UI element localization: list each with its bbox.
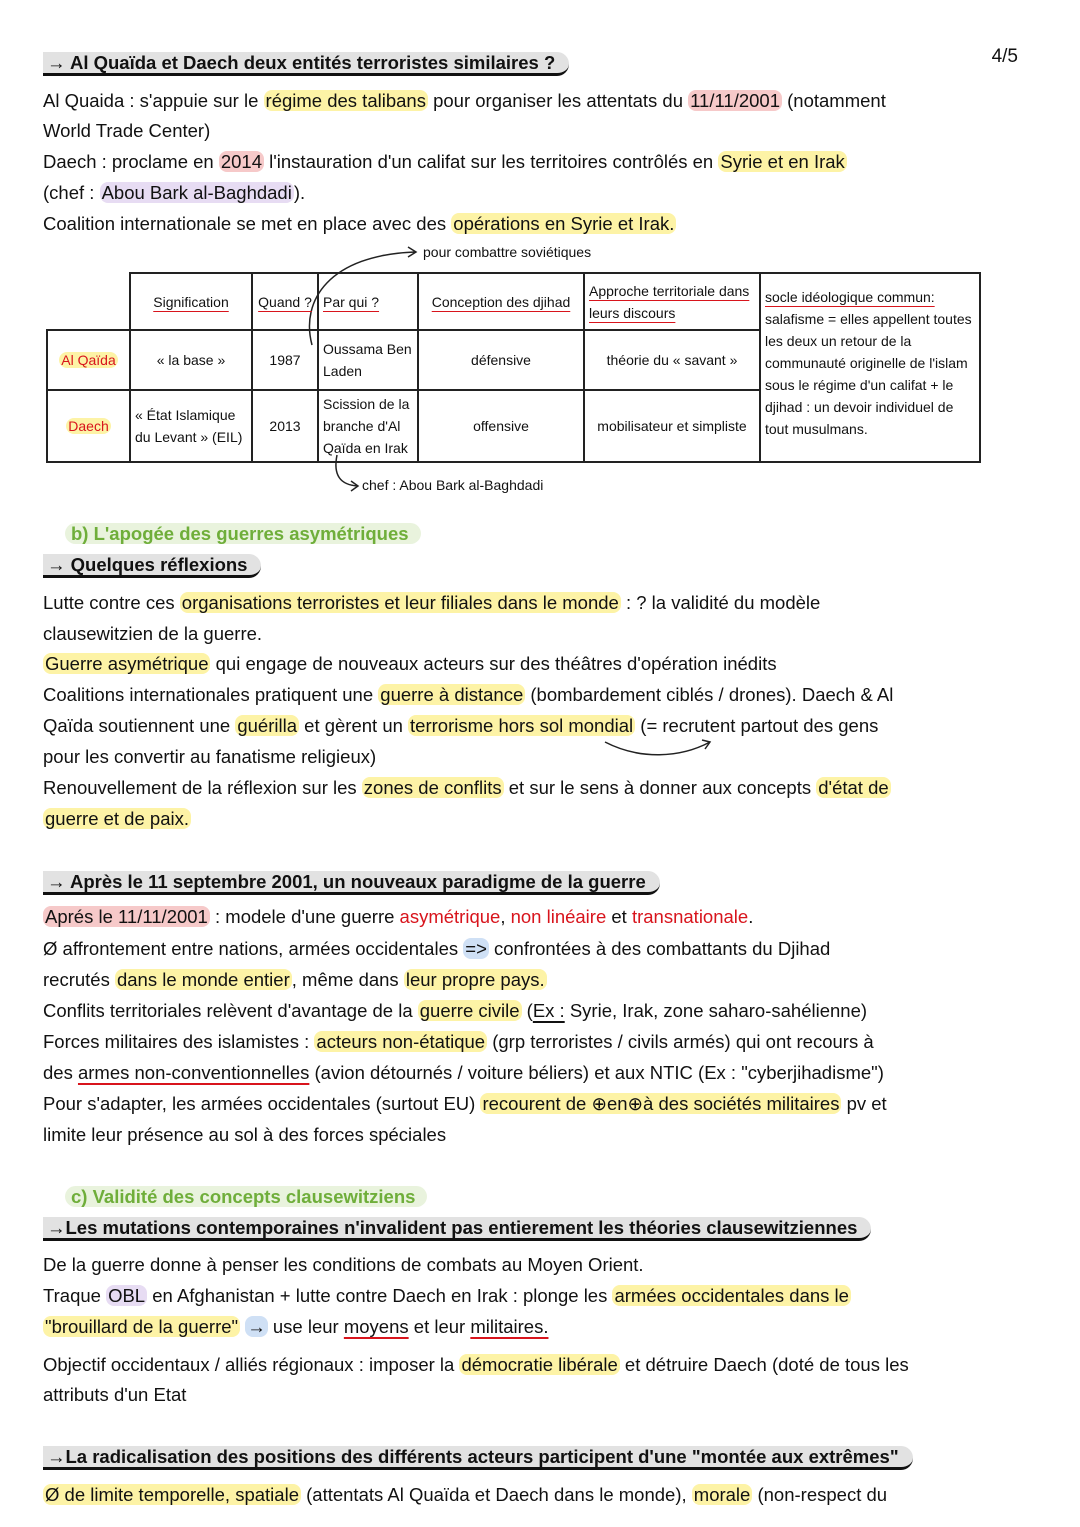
- text-segment: b) L'apogée des guerres asymétriques: [71, 523, 409, 544]
- highlighted-text: démocratie libérale: [461, 1354, 618, 1375]
- text-segment: Coalitions internationales pratiquent une: [43, 684, 379, 705]
- text-segment: (non-respect du: [752, 1484, 888, 1505]
- cell-quand: 2013: [252, 390, 318, 462]
- line-content: [43, 1031, 874, 1052]
- cell-approche: mobilisateur et simpliste: [584, 390, 760, 462]
- header-signification: Signification: [153, 293, 229, 310]
- line-content: [43, 969, 547, 990]
- text-segment: l'instauration d'un califat sur les territoires contrôlés en: [264, 151, 719, 172]
- page-number: 4/5: [991, 46, 1018, 67]
- text-line: [43, 648, 777, 679]
- line-content: [43, 1484, 887, 1505]
- text-line: [43, 964, 547, 995]
- subsection-heading: [65, 1181, 427, 1212]
- cell-par-qui: Oussama Ben Laden: [318, 330, 418, 390]
- line-content: [43, 623, 262, 644]
- row-label: Daech: [68, 418, 109, 434]
- highlighted-text: militaires.: [470, 1316, 549, 1337]
- cell-conception: offensive: [418, 390, 584, 462]
- text-segment: (: [521, 1000, 533, 1021]
- line-content: [65, 523, 421, 544]
- highlighted-text: organisations terroristes et leur filiales dans le monde: [181, 592, 619, 613]
- highlighted-text: régime des talibans: [265, 90, 426, 111]
- text-line: [43, 1479, 887, 1510]
- section-heading: [43, 549, 261, 580]
- text-line: [43, 177, 305, 208]
- line-content: [43, 120, 210, 141]
- line-content: [43, 715, 878, 736]
- text-segment: Coalition internationale se met en place avec des: [43, 213, 452, 234]
- text-segment: Daech : proclame en: [43, 151, 219, 172]
- highlighted-text: armées occidentales dans le: [614, 1285, 849, 1306]
- text-segment: (= recrutent partout des gens: [635, 715, 879, 736]
- text-line: [43, 85, 886, 116]
- highlighted-text: →: [247, 1316, 266, 1337]
- line-content: [43, 906, 753, 927]
- text-segment: Renouvellement de la réflexion sur les: [43, 777, 362, 798]
- line-content: [43, 182, 305, 203]
- highlighted-text: Ø de limite temporelle, spatiale: [45, 1484, 299, 1505]
- subsection-heading: [65, 518, 421, 549]
- text-line: [43, 995, 867, 1026]
- text-segment: De la guerre donne à penser les conditions de combats au Moyen Orient.: [43, 1254, 644, 1275]
- text-segment: → Après le 11 septembre 2001, un nouveaux paradigme de la guerre: [47, 871, 646, 892]
- line-content: [43, 1285, 851, 1306]
- text-segment: (notamment: [782, 90, 886, 111]
- line-content: [43, 1124, 446, 1145]
- text-segment: qui engage de nouveaux acteurs sur des théâtres d'opération inédits: [210, 653, 777, 674]
- text-line: [43, 772, 891, 803]
- text-segment: et: [606, 906, 632, 927]
- text-segment: Conflits territoriales relèvent d'avantage de la: [43, 1000, 418, 1021]
- text-segment: Lutte contre ces: [43, 592, 180, 613]
- line-content: [43, 213, 676, 234]
- line-content: [43, 151, 847, 172]
- text-segment: Al Quaida : s'appuie sur le: [43, 90, 264, 111]
- text-segment: Ø affrontement entre nations, armées occidentales: [43, 938, 464, 959]
- text-segment: .: [748, 906, 754, 927]
- header-par-qui: Par qui ?: [323, 293, 380, 310]
- text-segment: pour les convertir au fanatisme religieux): [43, 746, 377, 767]
- cell-quand: 1987: [252, 330, 318, 390]
- highlighted-text: moyens: [343, 1316, 409, 1337]
- section-heading: [43, 47, 569, 78]
- highlighted-text: guerre civile: [419, 1000, 520, 1021]
- text-segment: → Al Quaïda et Daech deux entités terroristes similaires ?: [47, 52, 556, 73]
- cell-signification: « État Islamique du Levant » (EIL): [130, 390, 252, 462]
- highlighted-text: d'état de: [818, 777, 889, 798]
- highlighted-text: armes non-conventionnelles: [77, 1062, 310, 1083]
- text-line: [43, 1119, 446, 1150]
- line-content: [43, 1062, 884, 1083]
- highlighted-text: 2014: [220, 151, 262, 172]
- note-chef: chef : Abou Bark al-Baghdadi: [362, 477, 544, 493]
- text-segment: World Trade Center): [43, 120, 211, 141]
- text-segment: des: [43, 1062, 78, 1083]
- highlighted-text: Guerre asymétrique: [45, 653, 209, 674]
- header-socle: socle idéologique commun:: [765, 289, 935, 305]
- text-line: [43, 1280, 851, 1311]
- text-segment: et leur: [408, 1316, 471, 1337]
- line-content: [43, 592, 820, 613]
- text-segment: confrontées à des combattants du Djihad: [488, 938, 831, 959]
- line-content: [43, 52, 569, 76]
- text-segment: Pour s'adapter, les armées occidentales (surtout EU): [43, 1093, 481, 1114]
- line-content: [43, 1093, 887, 1114]
- text-segment: →La radicalisation des positions des différents acteurs participent d'une "montée aux extrêmes": [47, 1446, 899, 1467]
- text-line: [43, 618, 262, 649]
- text-segment: Traque: [43, 1285, 107, 1306]
- line-content: [43, 1354, 909, 1375]
- line-content: [43, 938, 830, 959]
- text-segment: recrutés: [43, 969, 115, 990]
- text-segment: →Les mutations contemporaines n'invalident pas entierement les théories clausewitziennes: [47, 1217, 858, 1238]
- text-segment: : modele d'une guerre: [209, 906, 400, 927]
- header-approche: Approche territoriale dans leurs discours: [589, 282, 750, 321]
- line-content: [43, 1384, 186, 1405]
- arrow-recruit: [605, 740, 710, 755]
- line-content: [43, 746, 376, 767]
- highlighted-text: dans le monde entier: [116, 969, 290, 990]
- line-content: [43, 684, 893, 705]
- cell-approche: théorie du « savant »: [584, 330, 760, 390]
- highlighted-text: Abou Bark al-Baghdadi: [101, 182, 292, 203]
- text-segment: Syrie, Irak, zone saharo-sahélienne): [564, 1000, 868, 1021]
- text-segment: pv et: [841, 1093, 887, 1114]
- section-heading: [43, 1212, 871, 1243]
- note-pour-combattre: pour combattre soviétiques: [423, 244, 592, 260]
- highlighted-text: morale: [693, 1484, 751, 1505]
- highlighted-text: terrorisme hors sol mondial: [410, 715, 634, 736]
- text-segment: c) Validité des concepts clausewitziens: [71, 1186, 416, 1207]
- highlighted-text: guerre à distance: [380, 684, 524, 705]
- highlighted-text: "brouillard de la guerre": [45, 1316, 239, 1337]
- highlighted-text: Syrie et en Irak: [720, 151, 845, 172]
- line-content: [43, 1254, 644, 1275]
- text-segment: (avion détournés / voiture béliers) et aux NTIC (Ex : "cyberjihadisme"): [309, 1062, 884, 1083]
- text-line: [43, 1026, 874, 1057]
- text-segment: ).: [293, 182, 306, 203]
- text-segment: (chef :: [43, 182, 100, 203]
- text-segment: (bombardement ciblés / drones). Daech & Al: [525, 684, 894, 705]
- table-header-row: [47, 273, 980, 330]
- text-segment: ,: [500, 906, 511, 927]
- highlighted-text: guérilla: [237, 715, 298, 736]
- comparison-table: [46, 272, 981, 463]
- text-line: [43, 1088, 887, 1119]
- highlighted-text: leur propre pays.: [405, 969, 545, 990]
- text-segment: et détruire Daech (doté de tous les: [619, 1354, 909, 1375]
- text-line: [43, 115, 210, 146]
- text-line: [43, 1379, 186, 1410]
- highlighted-text: recourent de ⊕en⊕à des sociétés militaires: [482, 1093, 840, 1114]
- text-segment: Forces militaires des islamistes :: [43, 1031, 315, 1052]
- cell-par-qui: Scission de la branche d'Al Qaïda en Irak: [318, 390, 418, 462]
- row-label: Al Qaïda: [61, 352, 116, 368]
- text-segment: attributs d'un Etat: [43, 1384, 187, 1405]
- line-content: [43, 1000, 867, 1021]
- highlighted-text: Ex :: [532, 1000, 565, 1021]
- highlighted-text: OBL: [108, 1285, 146, 1306]
- line-content: [43, 1316, 548, 1337]
- text-line: [43, 146, 847, 177]
- line-content: [65, 1186, 427, 1207]
- highlighted-text: opérations en Syrie et Irak.: [453, 213, 675, 234]
- text-segment: , même dans: [291, 969, 404, 990]
- text-segment: Objectif occidentaux / alliés régionaux : imposer la: [43, 1354, 460, 1375]
- highlighted-text: guerre et de paix.: [45, 808, 189, 829]
- text-segment: pour organiser les attentats du: [427, 90, 689, 111]
- text-segment: limite leur présence au sol à des forces spéciales: [43, 1124, 447, 1145]
- cell-conception: défensive: [418, 330, 584, 390]
- highlighted-text: 11/11/2001: [690, 90, 780, 111]
- highlighted-text: acteurs non-étatique: [316, 1031, 486, 1052]
- text-line: [43, 710, 878, 741]
- text-segment: Qaïda soutiennent une: [43, 715, 236, 736]
- section-heading: [43, 1441, 913, 1472]
- text-segment: en Afghanistan + lutte contre Daech en Irak : plonge les: [147, 1285, 613, 1306]
- header-conception: Conception des djihad: [431, 293, 571, 310]
- line-content: [43, 1446, 913, 1470]
- text-segment: (grp terroristes / civils armés) qui ont recours à: [487, 1031, 874, 1052]
- highlighted-text: asymétrique: [399, 906, 501, 927]
- header-quand: Quand ?: [258, 293, 312, 310]
- text-line: [43, 1311, 548, 1342]
- text-line: [43, 933, 830, 964]
- line-content: [43, 1217, 871, 1241]
- highlighted-text: non linéaire: [510, 906, 607, 927]
- line-content: [43, 808, 191, 829]
- line-content: [43, 90, 886, 111]
- text-line: [43, 1249, 644, 1280]
- socle-text: salafisme = elles appellent toutes les deux un retour de la communauté originelle de l'islam sous le régime d'un califat + le djihad : un devoir individuel de tout musulmans.: [765, 311, 972, 437]
- highlighted-text: zones de conflits: [363, 777, 502, 798]
- line-content: [43, 871, 660, 895]
- text-line: [43, 803, 191, 834]
- text-segment: use leur: [267, 1316, 344, 1337]
- text-segment: et gèrent un: [299, 715, 409, 736]
- highlighted-text: =>: [465, 938, 487, 959]
- text-segment: → Quelques réflexions: [47, 554, 248, 575]
- line-content: [43, 653, 777, 674]
- highlighted-text: Aprés le 11/11/2001: [45, 906, 208, 927]
- section-heading: [43, 866, 660, 897]
- text-segment: (attentats Al Quaïda et Daech dans le monde),: [300, 1484, 692, 1505]
- text-line: [43, 1349, 909, 1380]
- line-content: [43, 554, 261, 578]
- highlighted-text: transnationale: [631, 906, 749, 927]
- text-line: [43, 208, 676, 239]
- text-line: [43, 587, 820, 618]
- text-line: [43, 1057, 884, 1088]
- text-segment: et sur le sens à donner aux concepts: [503, 777, 817, 798]
- line-content: [43, 777, 891, 798]
- text-segment: : ? la validité du modèle: [620, 592, 821, 613]
- text-line: [43, 741, 376, 772]
- text-line: [43, 679, 893, 710]
- text-line: [43, 901, 753, 932]
- text-segment: clausewitzien de la guerre.: [43, 623, 263, 644]
- cell-signification: « la base »: [130, 330, 252, 390]
